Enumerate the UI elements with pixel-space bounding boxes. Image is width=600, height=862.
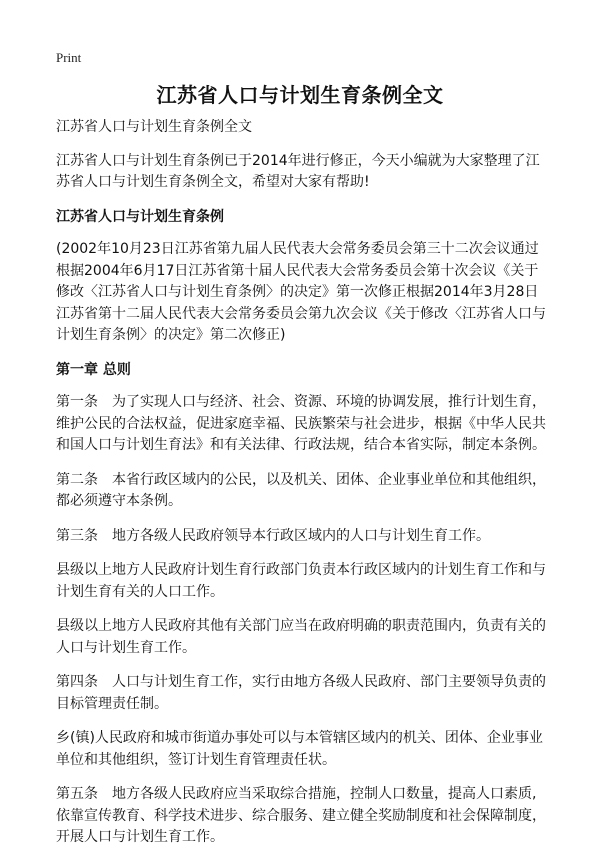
print-link[interactable]: Print	[56, 50, 82, 65]
chapter-heading: 第一章 总则	[56, 361, 131, 378]
article-paragraph: 第五条 地方各级人民政府应当采取综合措施，控制人口数量，提高人口素质,依靠宣传教育、科学技术进步、综合服务、建立健全奖励制度和社会保障制度，开展人口与计划生育工作。	[56, 786, 546, 845]
article-paragraph: 县级以上地方人民政府计划生育行政部门负责本行政区域内的计划生育工作和与计划生育有关的人口工作。	[56, 562, 546, 600]
article-intro: 江苏省人口与计划生育条例已于2014年进行修正，今天小编就为大家整理了江苏省人口与计划生育条例全文，希望对大家有帮助!	[56, 152, 540, 190]
law-title: 江苏省人口与计划生育条例	[56, 208, 224, 225]
article-paragraph: 县级以上地方人民政府其他有关部门应当在政府明确的职责范围内，负责有关的人口与计划生育工作。	[56, 618, 546, 656]
article-paragraph: 乡(镇)人民政府和城市街道办事处可以与本管辖区域内的机关、团体、企业事业单位和其他组织，签订计划生育管理责任状。	[56, 730, 543, 768]
article-subtitle: 江苏省人口与计划生育条例全文	[56, 119, 252, 135]
article-paragraph: 第四条 人口与计划生育工作，实行由地方各级人民政府、部门主要领导负责的目标管理责任制。	[56, 674, 546, 712]
page-title: 江苏省人口与计划生育条例全文	[156, 83, 444, 107]
article-paragraph: 第一条 为了实现人口与经济、社会、资源、环境的协调发展，推行计划生育，维护公民的合法权益，促进家庭幸福、民族繁荣与社会进步，根据《中华人民共和国人口与计划生育法》和有关法律、行政法规，结合本省实际，制定本条例。	[56, 394, 546, 453]
article-paragraph: 第三条 地方各级人民政府领导本行政区域内的人口与计划生育工作。	[56, 527, 490, 544]
article-paragraph: 第二条 本省行政区域内的公民，以及机关、团体、企业事业单位和其他组织，都必须遵守本条例。	[56, 471, 546, 509]
law-history: (2002年10月23日江苏省第九届人民代表大会常务委员会第三十二次会议通过 根据2004年6月17日江苏省第十届人民代表大会常务委员会第十次会议《关于修改〈江苏省人口与计划生育条例〉的决定》第一次修正根据2014年3月28日江苏省第十二届人民代表大会常务委员会第九次会议《关于修改〈江苏省人口与计划生育条例〉的决定》第二次修正)	[56, 241, 553, 343]
article-body	[56, 117, 553, 862]
